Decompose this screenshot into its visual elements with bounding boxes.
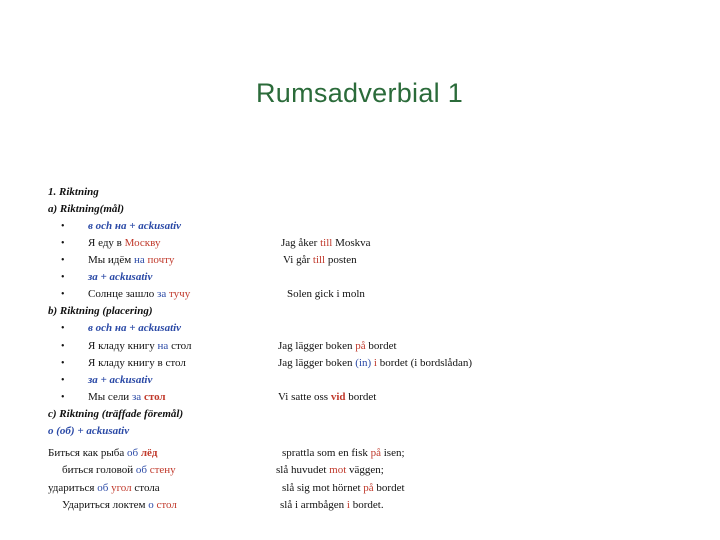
list-item: • Мы идём на почту Vi går till posten: [0, 252, 720, 269]
list-item: • Мы сели за стол Vi satte oss vid bordet: [0, 389, 720, 406]
subheading-c: c) Riktning (träffade föremål): [48, 408, 184, 420]
bullet-icon: •: [61, 272, 65, 283]
bullet-icon: •: [61, 358, 65, 369]
list-item: • Я кладу книгу в стол Jag lägger boken (in) i bordet (i bordslådan): [0, 355, 720, 372]
bullet-icon: •: [61, 375, 65, 386]
bullet-icon: •: [61, 255, 65, 266]
heading-riktning: 1. Riktning: [48, 186, 99, 198]
bullet-icon: •: [61, 341, 65, 352]
subheading-b: b) Riktning (placering): [48, 305, 153, 317]
example-line: удариться об угол стола slå sig mot hörnet på bordet: [48, 482, 405, 494]
rule-line: о (об) + ackusativ: [48, 425, 130, 437]
bullet-icon: •: [61, 238, 65, 249]
list-item: • Я еду в Москву Jag åker till Moskva: [0, 235, 720, 252]
example-line: Биться как рыба об лёд sprattla som en fisk på isen;: [48, 447, 405, 459]
example-line: Удариться локтем о стол slå i armbågen i bordet.: [62, 499, 384, 511]
slide-title: Rumsadverbial 1: [256, 78, 464, 108]
list-item: • в och на + ackusativ: [0, 218, 720, 235]
subheading-a: a) Riktning(mål): [48, 203, 125, 215]
list-item: • за + ackusativ: [0, 269, 720, 286]
bullet-icon: •: [61, 221, 65, 232]
bullet-icon: •: [61, 323, 65, 334]
list-item: • Я кладу книгу на стол Jag lägger boken på bordet: [0, 338, 720, 355]
bullet-icon: •: [61, 392, 65, 403]
bullet-icon: •: [61, 289, 65, 300]
list-item: • в och на + ackusativ: [0, 320, 720, 337]
example-line: биться головой об стену slå huvudet mot väggen;: [62, 464, 384, 476]
list-item: • Солнце зашло за тучу Solen gick i moln: [0, 286, 720, 303]
list-item: • за + ackusativ: [0, 372, 720, 389]
